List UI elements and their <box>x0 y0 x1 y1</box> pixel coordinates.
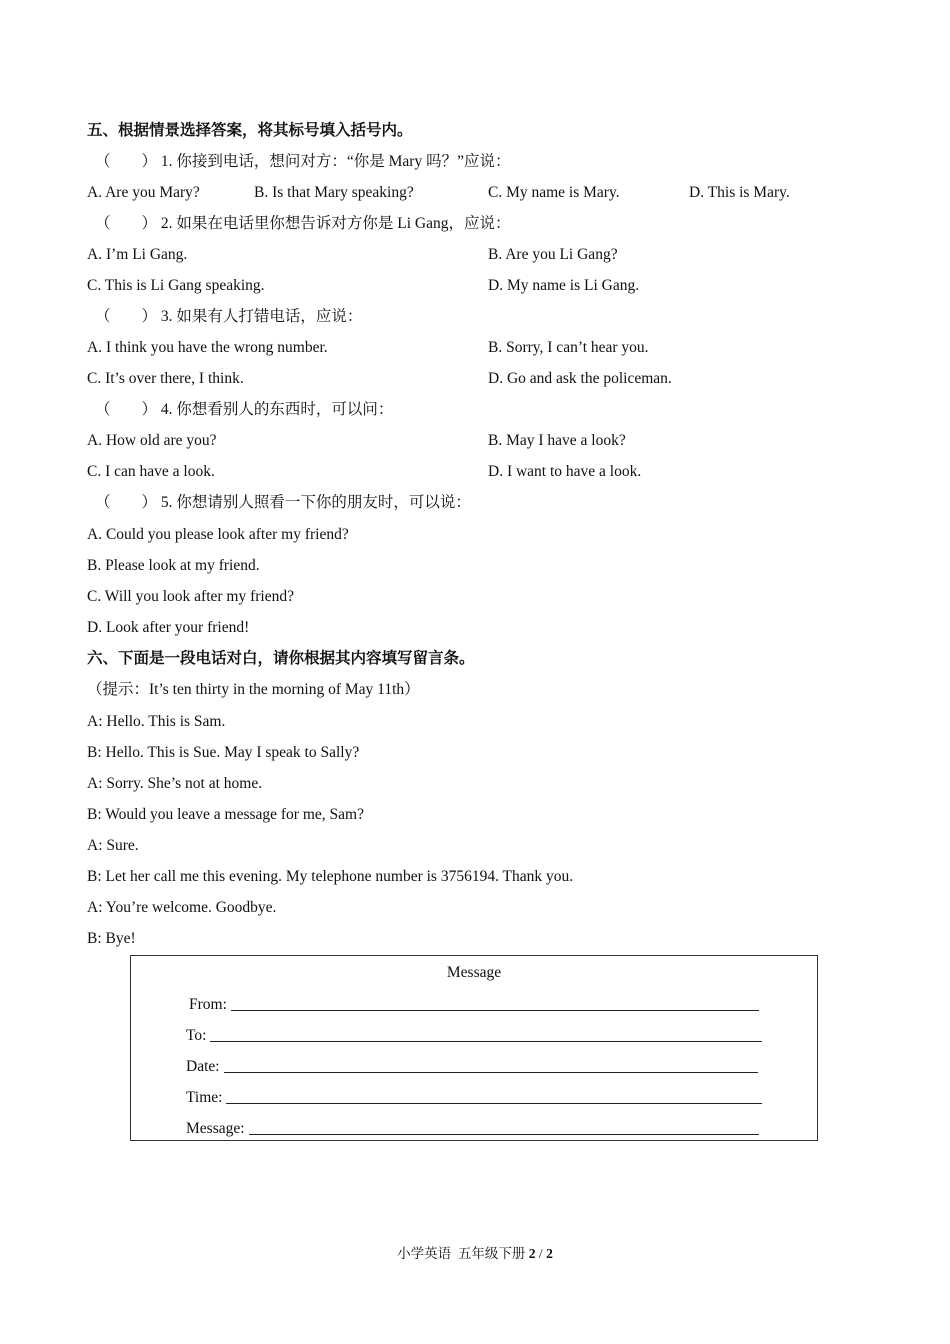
option-d: D. Go and ask the policeman. <box>488 370 672 387</box>
message-field-to <box>186 1023 762 1047</box>
option-c: C. My name is Mary. <box>488 184 620 201</box>
field-label: Message: <box>186 1120 245 1137</box>
footer-separator: / <box>538 1246 543 1261</box>
option-a: A. Could you please look after my friend? <box>87 526 349 543</box>
dialogue-line: A: Hello. This is Sam. <box>87 713 226 730</box>
option-b: B. May I have a look? <box>488 432 626 449</box>
question-4-options-row2 <box>87 456 887 487</box>
dialogue-line: A: You’re welcome. Goodbye. <box>87 899 277 916</box>
option-b: B. Are you Li Gang? <box>488 246 618 263</box>
option-d: D. Look after your friend! <box>87 619 250 636</box>
option-b: B. Sorry, I can’t hear you. <box>488 339 649 356</box>
question-3 <box>95 301 362 332</box>
field-label: Date: <box>186 1058 220 1075</box>
option-c: C. This is Li Gang speaking. <box>87 277 265 294</box>
dialogue-line: A: Sure. <box>87 837 139 854</box>
option-c: C. I can have a look. <box>87 463 215 480</box>
question-2-options-row2 <box>87 270 887 301</box>
option-c: C. Will you look after my friend? <box>87 588 295 605</box>
field-label: To: <box>186 1027 207 1044</box>
question-1-options <box>87 177 887 208</box>
question-3-options-row2 <box>87 363 887 394</box>
message-field-date <box>186 1054 758 1078</box>
section6-hint: （提示：It’s ten thirty in the morning of May 11th） <box>87 681 420 698</box>
message-field-time <box>186 1085 762 1109</box>
question-stem: 1. 你接到电话，想问对方：“你是 Mary 吗？”应说： <box>160 153 511 170</box>
question-stem: 2. 如果在电话里你想告诉对方你是 Li Gang，应说： <box>160 215 511 232</box>
dialogue-line: B: Hello. This is Sue. May I speak to Sally? <box>87 744 360 761</box>
option-d: D. I want to have a look. <box>488 463 642 480</box>
dialogue-line: B: Let her call me this evening. My telephone number is 3756194. Thank you. <box>87 868 574 885</box>
option-b: B. Is that Mary speaking? <box>254 184 414 201</box>
blank-line-from[interactable] <box>231 992 759 1011</box>
page-footer <box>0 1244 950 1264</box>
blank-line-message[interactable] <box>249 1116 759 1135</box>
message-box-title: Message <box>446 964 502 981</box>
question-stem: 3. 如果有人打错电话，应说： <box>160 308 363 325</box>
question-stem: 4. 你想看别人的东西时，可以问： <box>160 401 394 418</box>
question-2 <box>95 208 511 239</box>
message-field-from <box>189 992 759 1016</box>
footer-grade: 五年级下册 <box>457 1246 526 1261</box>
blank-line-time[interactable] <box>226 1085 762 1104</box>
dialogue-line: A: Sorry. She’s not at home. <box>87 775 263 792</box>
option-a: A. Are you Mary? <box>87 184 200 201</box>
footer-subject: 小学英语 <box>397 1246 452 1261</box>
blank-line-date[interactable] <box>224 1054 758 1073</box>
blank-line-to[interactable] <box>210 1023 762 1042</box>
footer-page-total: 2 <box>546 1246 553 1261</box>
message-box <box>130 955 818 1141</box>
option-a: A. How old are you? <box>87 432 217 449</box>
question-1 <box>95 146 510 177</box>
question-3-options-row1 <box>87 332 887 363</box>
field-label: Time: <box>186 1089 223 1106</box>
question-5 <box>95 487 471 518</box>
dialogue-line: B: Bye! <box>87 930 136 947</box>
question-2-options-row1 <box>87 239 887 270</box>
answer-paren[interactable]: （ ） <box>95 308 158 325</box>
answer-paren[interactable]: （ ） <box>95 153 158 170</box>
question-4 <box>95 394 393 425</box>
section6-title: 六、下面是一段电话对白，请你根据其内容填写留言条。 <box>87 650 475 667</box>
option-a: A. I’m Li Gang. <box>87 246 188 263</box>
option-c: C. It’s over there, I think. <box>87 370 244 387</box>
dialogue-line: B: Would you leave a message for me, Sam? <box>87 806 364 823</box>
option-d: D. This is Mary. <box>689 184 790 201</box>
option-d: D. My name is Li Gang. <box>488 277 640 294</box>
answer-paren[interactable]: （ ） <box>95 494 158 511</box>
question-4-options-row1 <box>87 425 887 456</box>
message-field-message <box>186 1116 759 1140</box>
section5-title: 五、根据情景选择答案，将其标号填入括号内。 <box>87 122 413 139</box>
footer-page-number: 2 <box>528 1246 536 1261</box>
option-b: B. Please look at my friend. <box>87 557 260 574</box>
answer-paren[interactable]: （ ） <box>95 401 158 418</box>
question-stem: 5. 你想请别人照看一下你的朋友时，可以说： <box>160 494 471 511</box>
answer-paren[interactable]: （ ） <box>95 215 158 232</box>
field-label: From: <box>189 996 227 1013</box>
option-a: A. I think you have the wrong number. <box>87 339 328 356</box>
